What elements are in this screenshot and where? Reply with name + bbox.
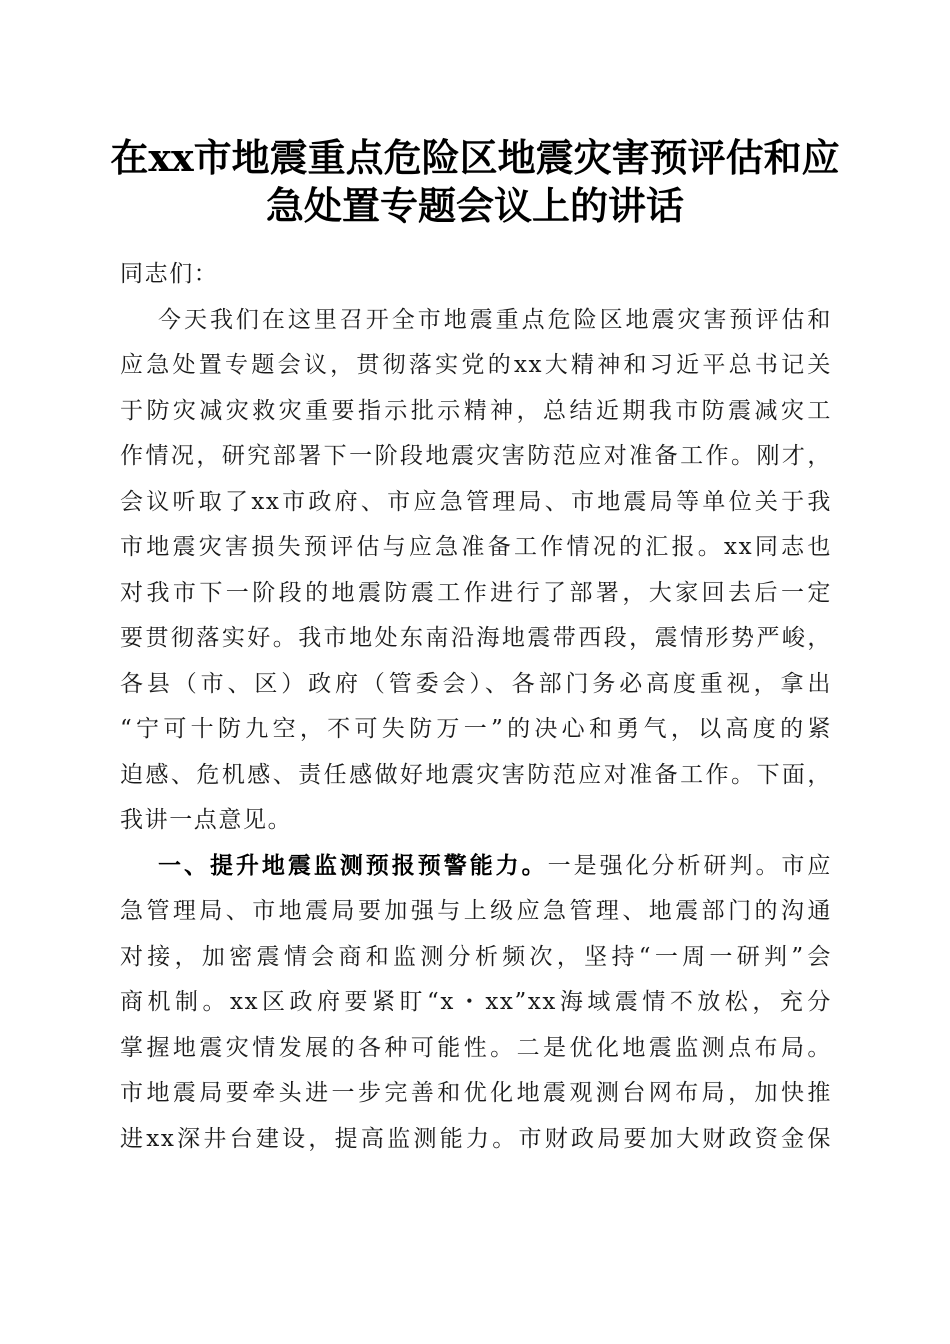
text-line: 市地震灾害损失预评估与应急准备工作情况的汇报。xx同志也 — [120, 534, 832, 560]
text-line: 市地震局要牵头进一步完善和优化地震观测台网布局，加快推 — [120, 1080, 832, 1106]
page-title — [100, 134, 850, 230]
section-1 — [120, 844, 832, 1163]
text-line: 于防灾减灾救灾重要指示批示精神，总结近期我市防震减灾工 — [120, 397, 832, 424]
text-line: 对接，加密震情会商和监测分析频次，坚持“一周一研判”会 — [120, 943, 832, 970]
text-line: 各县（市、区）政府（管委会）、各部门务必高度重视，拿出 — [120, 670, 832, 697]
text-line: 要贯彻落实好。我市地处东南沿海地震带西段，震情形势严峻， — [120, 625, 832, 651]
section-text-start: 一是强化分析研判。市应 — [547, 852, 832, 879]
text-line: 会议听取了xx市政府、市应急管理局、市地震局等单位关于我 — [120, 488, 832, 515]
text-line: 迫感、危机感、责任感做好地震灾害防范应对准备工作。下面， — [120, 761, 832, 788]
text-line: “宁可十防九空，不可失防万一”的决心和勇气，以高度的紧 — [120, 716, 832, 742]
text-line: 掌握地震灾情发展的各种可能性。二是优化地震监测点布局。 — [120, 1034, 832, 1061]
document-body — [120, 252, 832, 1162]
section-heading: 一、提升地震监测预报预警能力。 — [158, 852, 548, 879]
text-line: 作情况，研究部署下一阶段地震灾害防范应对准备工作。刚才， — [120, 443, 832, 469]
title-line-2: 急处置专题会议上的讲话 — [265, 183, 684, 228]
text-line: 进xx深井台建设，提高监测能力。市财政局要加大财政资金保 — [120, 1125, 832, 1152]
section-1-first-line — [120, 844, 832, 890]
text-line: 急管理局、市地震局要加强与上级应急管理、地震部门的沟通 — [120, 898, 832, 924]
text-line: 商机制。xx区政府要紧盯“x・xx”xx海域震情不放松，充分 — [120, 989, 832, 1015]
text-line: 应急处置专题会议，贯彻落实党的xx大精神和习近平总书记关 — [120, 352, 832, 378]
text-line: 我讲一点意见。 — [120, 807, 293, 833]
text-line: 对我市下一阶段的地震防震工作进行了部署，大家回去后一定 — [120, 579, 832, 606]
salutation: 同志们： — [120, 261, 219, 287]
title-line-1: 在xx市地震重点危险区地震灾害预评估和应 — [110, 135, 840, 180]
paragraph-intro — [120, 298, 832, 844]
text-line: 今天我们在这里召开全市地震重点危险区地震灾害预评估和 — [158, 306, 832, 333]
